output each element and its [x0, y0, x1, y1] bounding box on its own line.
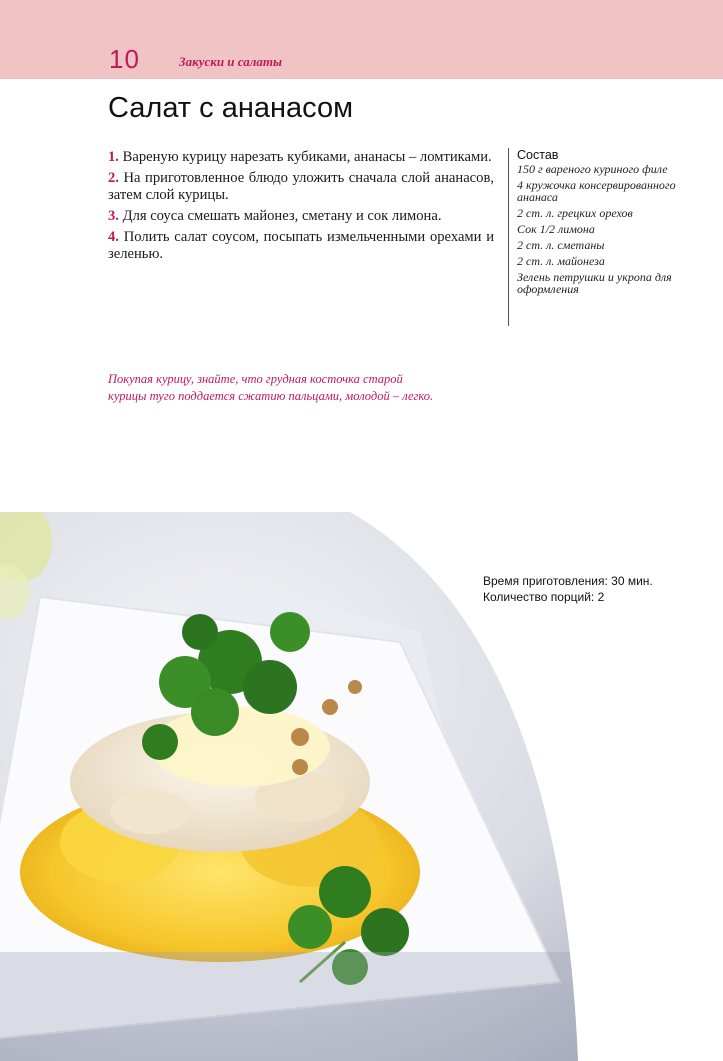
- tip-note: Покупая курицу, знайте, что грудная косточка старой курицы туго поддается сжатию пальцами, молодой – легко.: [108, 372, 434, 403]
- ingredient-item: 150 г вареного куриного филе: [517, 162, 668, 176]
- servings: Количество порций: 2: [483, 590, 605, 604]
- step-text: Вареную курицу нарезать кубиками, ананасы – ломтиками.: [122, 149, 492, 165]
- recipe-meta: [483, 573, 653, 605]
- page-number: 10: [109, 44, 140, 74]
- step-number: 2.: [108, 170, 119, 186]
- step: [108, 229, 494, 263]
- ingredient-item: 2 ст. л. майонеза: [517, 254, 605, 268]
- cooking-time: Время приготовления: 30 мин.: [483, 574, 653, 588]
- ingredient-item: 4 кружочка консервированного ананаса: [517, 178, 676, 204]
- ingredient-item: 2 ст. л. грецких орехов: [517, 206, 633, 220]
- ingredient-item: 2 ст. л. сметаны: [517, 238, 605, 252]
- step-number: 4.: [108, 229, 119, 245]
- step: [108, 208, 494, 225]
- step-number: 3.: [108, 208, 119, 224]
- step-number: 1.: [108, 149, 119, 165]
- ingredient-item: Зелень петрушки и укропа для оформления: [517, 270, 672, 296]
- ingredients-list: [517, 163, 697, 295]
- step-text: Полить салат соусом, посыпать измельченными орехами и зеленью.: [108, 229, 495, 262]
- step-text: Для соуса смешать майонез, сметану и сок лимона.: [122, 208, 442, 224]
- ingredients-panel: [508, 148, 697, 326]
- step: [108, 170, 494, 204]
- ingredients-title: Состав: [517, 148, 559, 162]
- step: [108, 149, 494, 166]
- section-title: Закуски и салаты: [179, 54, 283, 69]
- recipe-steps: [108, 149, 494, 267]
- step-text: На приготовленное блюдо уложить сначала слой ананасов, затем слой курицы.: [108, 170, 494, 203]
- recipe-title: Салат с ананасом: [108, 92, 354, 124]
- ingredient-item: Сок 1/2 лимона: [517, 222, 595, 236]
